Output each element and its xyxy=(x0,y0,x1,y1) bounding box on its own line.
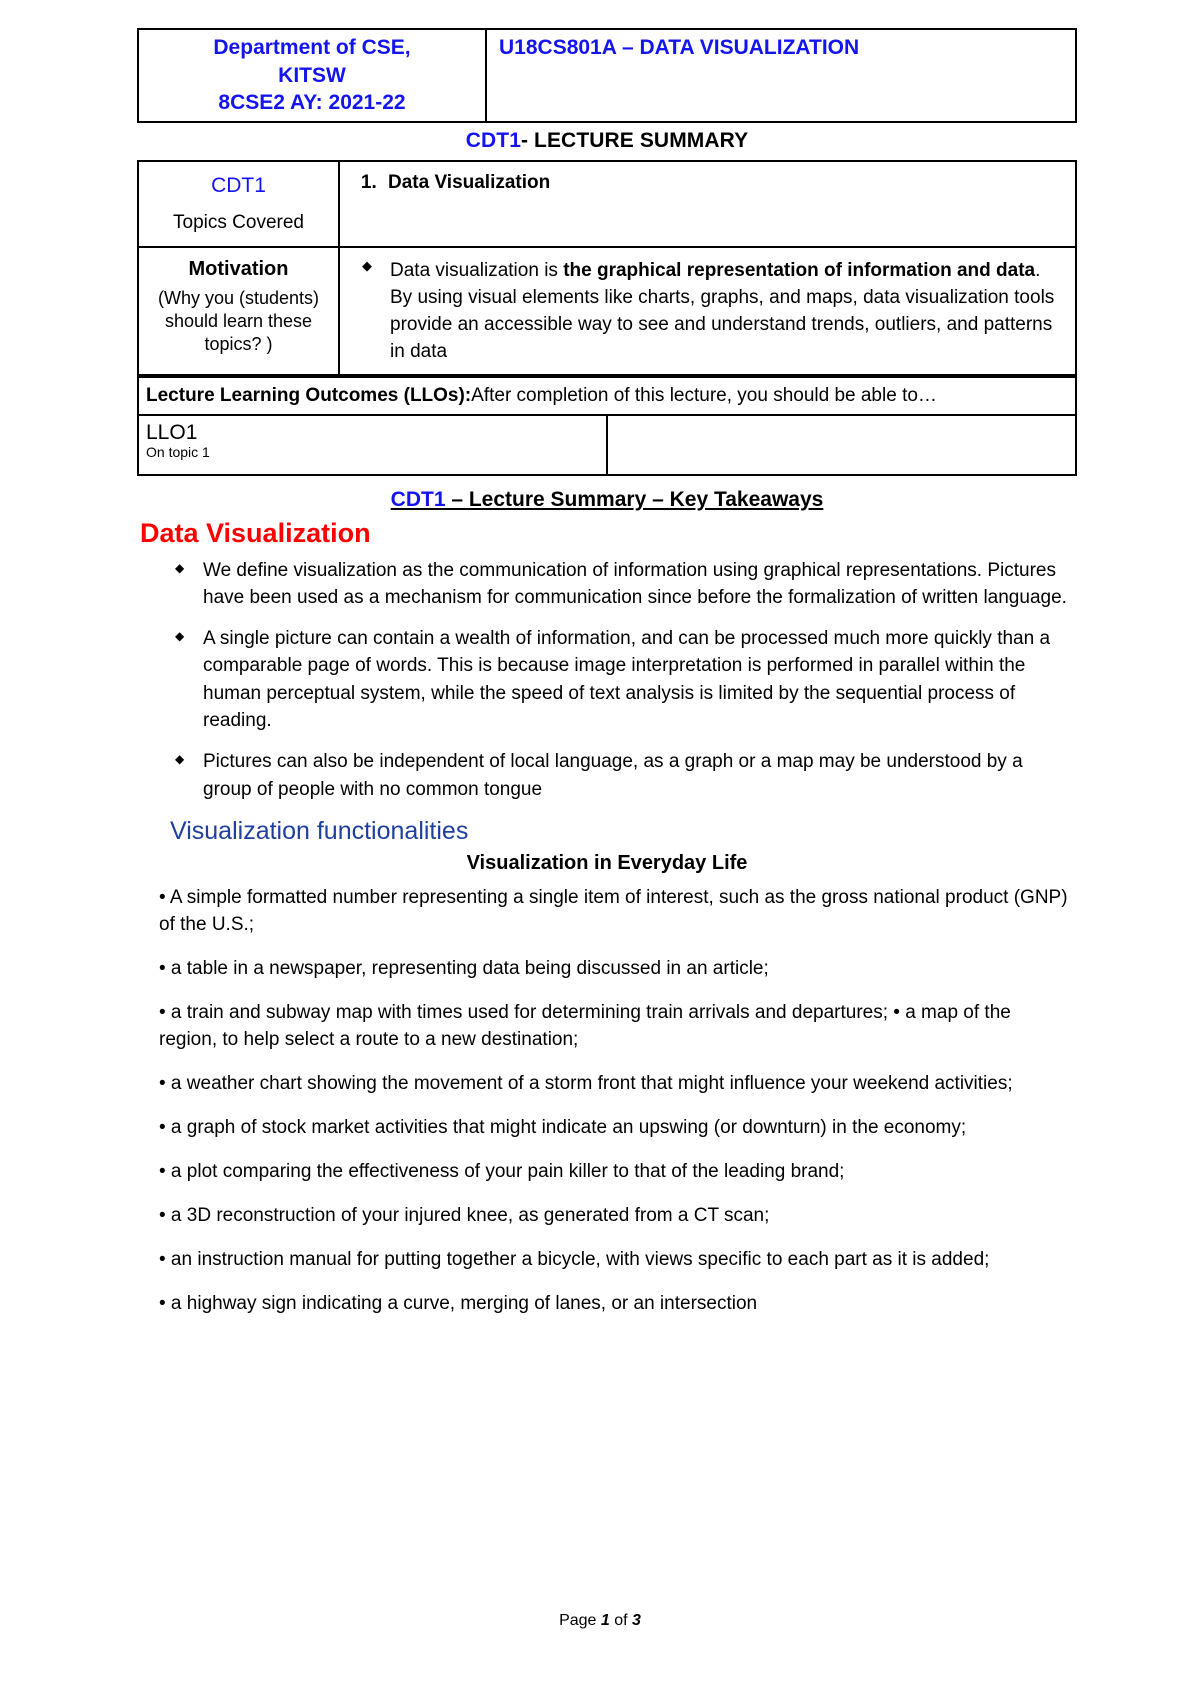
takeaway-item: ◆ Pictures can also be independent of local language, as a graph or a map may be understood by a group of people with no common tongue xyxy=(203,748,1071,803)
llo-table xyxy=(137,376,1077,476)
lecture-summary-heading-prefix: CDT1 xyxy=(465,129,521,153)
cdt1-label: CDT1 xyxy=(211,174,266,198)
takeaway-item: ◆ We define visualization as the communication of information using graphical representations. Pictures have been used as a mechanism for communication since before the formalization of written language. xyxy=(203,557,1071,612)
department-line-1: Department of CSE, xyxy=(213,36,411,59)
motivation-text-part1: Data visualization is xyxy=(390,260,564,282)
everyday-life-list xyxy=(137,885,1077,1318)
motivation-content-cell xyxy=(339,247,1076,375)
header-table-row xyxy=(138,29,1076,122)
motivation-text-part2: . By using visual elements like charts, graphs, and maps, data visualization tools provide an accessible way to see and understand trends, outliers, and patterns in data xyxy=(390,260,1055,363)
everyday-life-item: • an instruction manual for putting together a bicycle, with views specific to each part as it is added; xyxy=(159,1248,990,1270)
key-takeaways-heading-prefix: CDT1 xyxy=(390,487,446,511)
footer-page-total: 3 xyxy=(632,1612,641,1629)
key-takeaways-heading-rest: – Lecture Summary – Key Takeaways xyxy=(445,487,824,511)
everyday-life-item: • a plot comparing the effectiveness of your pain killer to that of the leading brand; xyxy=(159,1160,845,1182)
everyday-life-item: • a weather chart showing the movement of a storm front that might influence your weekend activities; xyxy=(159,1072,1013,1094)
section-heading-visualization-functionalities: Visualization functionalities xyxy=(170,817,469,846)
topics-content-cell xyxy=(339,161,1076,247)
lecture-summary-heading-rest: - LECTURE SUMMARY xyxy=(521,129,749,153)
topics-covered-label: Topics Covered xyxy=(173,212,304,234)
course-title-cell: U18CS801A – DATA VISUALIZATION xyxy=(486,29,1076,122)
everyday-life-item: • a train and subway map with times used for determining train arrivals and departures; • a map of the region, to help select a route to a new destination; xyxy=(159,1001,1011,1050)
everyday-life-item: • A simple formatted number representing a single item of interest, such as the gross national product (GNP) of the U.S.; xyxy=(159,886,1068,935)
department-line-3: 8CSE2 AY: 2021-22 xyxy=(218,91,406,115)
topic-item: 1. Data Visualization xyxy=(382,172,1067,194)
motivation-bullet-list xyxy=(346,258,1065,366)
everyday-life-item: • a highway sign indicating a curve, merging of lanes, or an intersection xyxy=(159,1292,758,1314)
motivation-row xyxy=(138,247,1076,375)
everyday-life-item: • a table in a newspaper, representing data being discussed in an article; xyxy=(159,957,769,979)
llo-id: LLO1 xyxy=(146,420,198,444)
key-takeaways-heading xyxy=(137,488,1077,512)
motivation-subtitle: (Why you (students) should learn these topics? ) xyxy=(157,288,320,355)
llo-heading-bold: Lecture Learning Outcomes (LLOs): xyxy=(146,385,472,407)
llo-heading-cell xyxy=(138,377,1076,415)
motivation-text-bold: the graphical representation of information and data xyxy=(563,260,1036,282)
topics-list xyxy=(348,168,1067,194)
footer-of-label: of xyxy=(609,1612,633,1629)
lecture-summary-heading xyxy=(137,129,1077,153)
subheading-visualization-everyday-life: Visualization in Everyday Life xyxy=(466,851,748,874)
document-body xyxy=(137,28,1077,1335)
everyday-life-item: • a graph of stock market activities that might indicate an upswing (or downturn) in the economy; xyxy=(159,1116,967,1138)
topics-row xyxy=(138,161,1076,247)
page-footer xyxy=(0,1612,1200,1630)
footer-page-label: Page xyxy=(559,1612,601,1629)
takeaway-item: ◆ A single picture can contain a wealth of information, and can be processed much more quickly than a comparable page of words. This is because image interpretation is performed in parallel within the human perceptual system, while the speed of text analysis is limited by the sequential process of reading. xyxy=(203,625,1071,735)
everyday-life-item: • a 3D reconstruction of your injured knee, as generated from a CT scan; xyxy=(159,1204,770,1226)
motivation-bullet xyxy=(346,258,1065,366)
llo-value-cell xyxy=(607,415,1076,475)
motivation-title: Motivation xyxy=(188,258,289,281)
llo-row xyxy=(138,415,1076,475)
department-cell xyxy=(138,29,486,122)
footer-page-number: 1 xyxy=(600,1612,610,1629)
key-takeaways-list xyxy=(137,557,1077,803)
llo-heading-row xyxy=(138,377,1076,415)
llo-id-cell xyxy=(138,415,607,475)
section-heading-data-visualization: Data Visualization xyxy=(140,517,371,548)
header-table xyxy=(137,28,1077,123)
llo-heading-rest: After completion of this lecture, you should be able to… xyxy=(471,385,937,407)
department-line-2: KITSW xyxy=(278,63,346,87)
topics-label-cell xyxy=(138,161,339,247)
topics-motivation-table xyxy=(137,160,1077,376)
llo-topic-reference: On topic 1 xyxy=(146,443,210,460)
motivation-label-cell xyxy=(138,247,339,375)
